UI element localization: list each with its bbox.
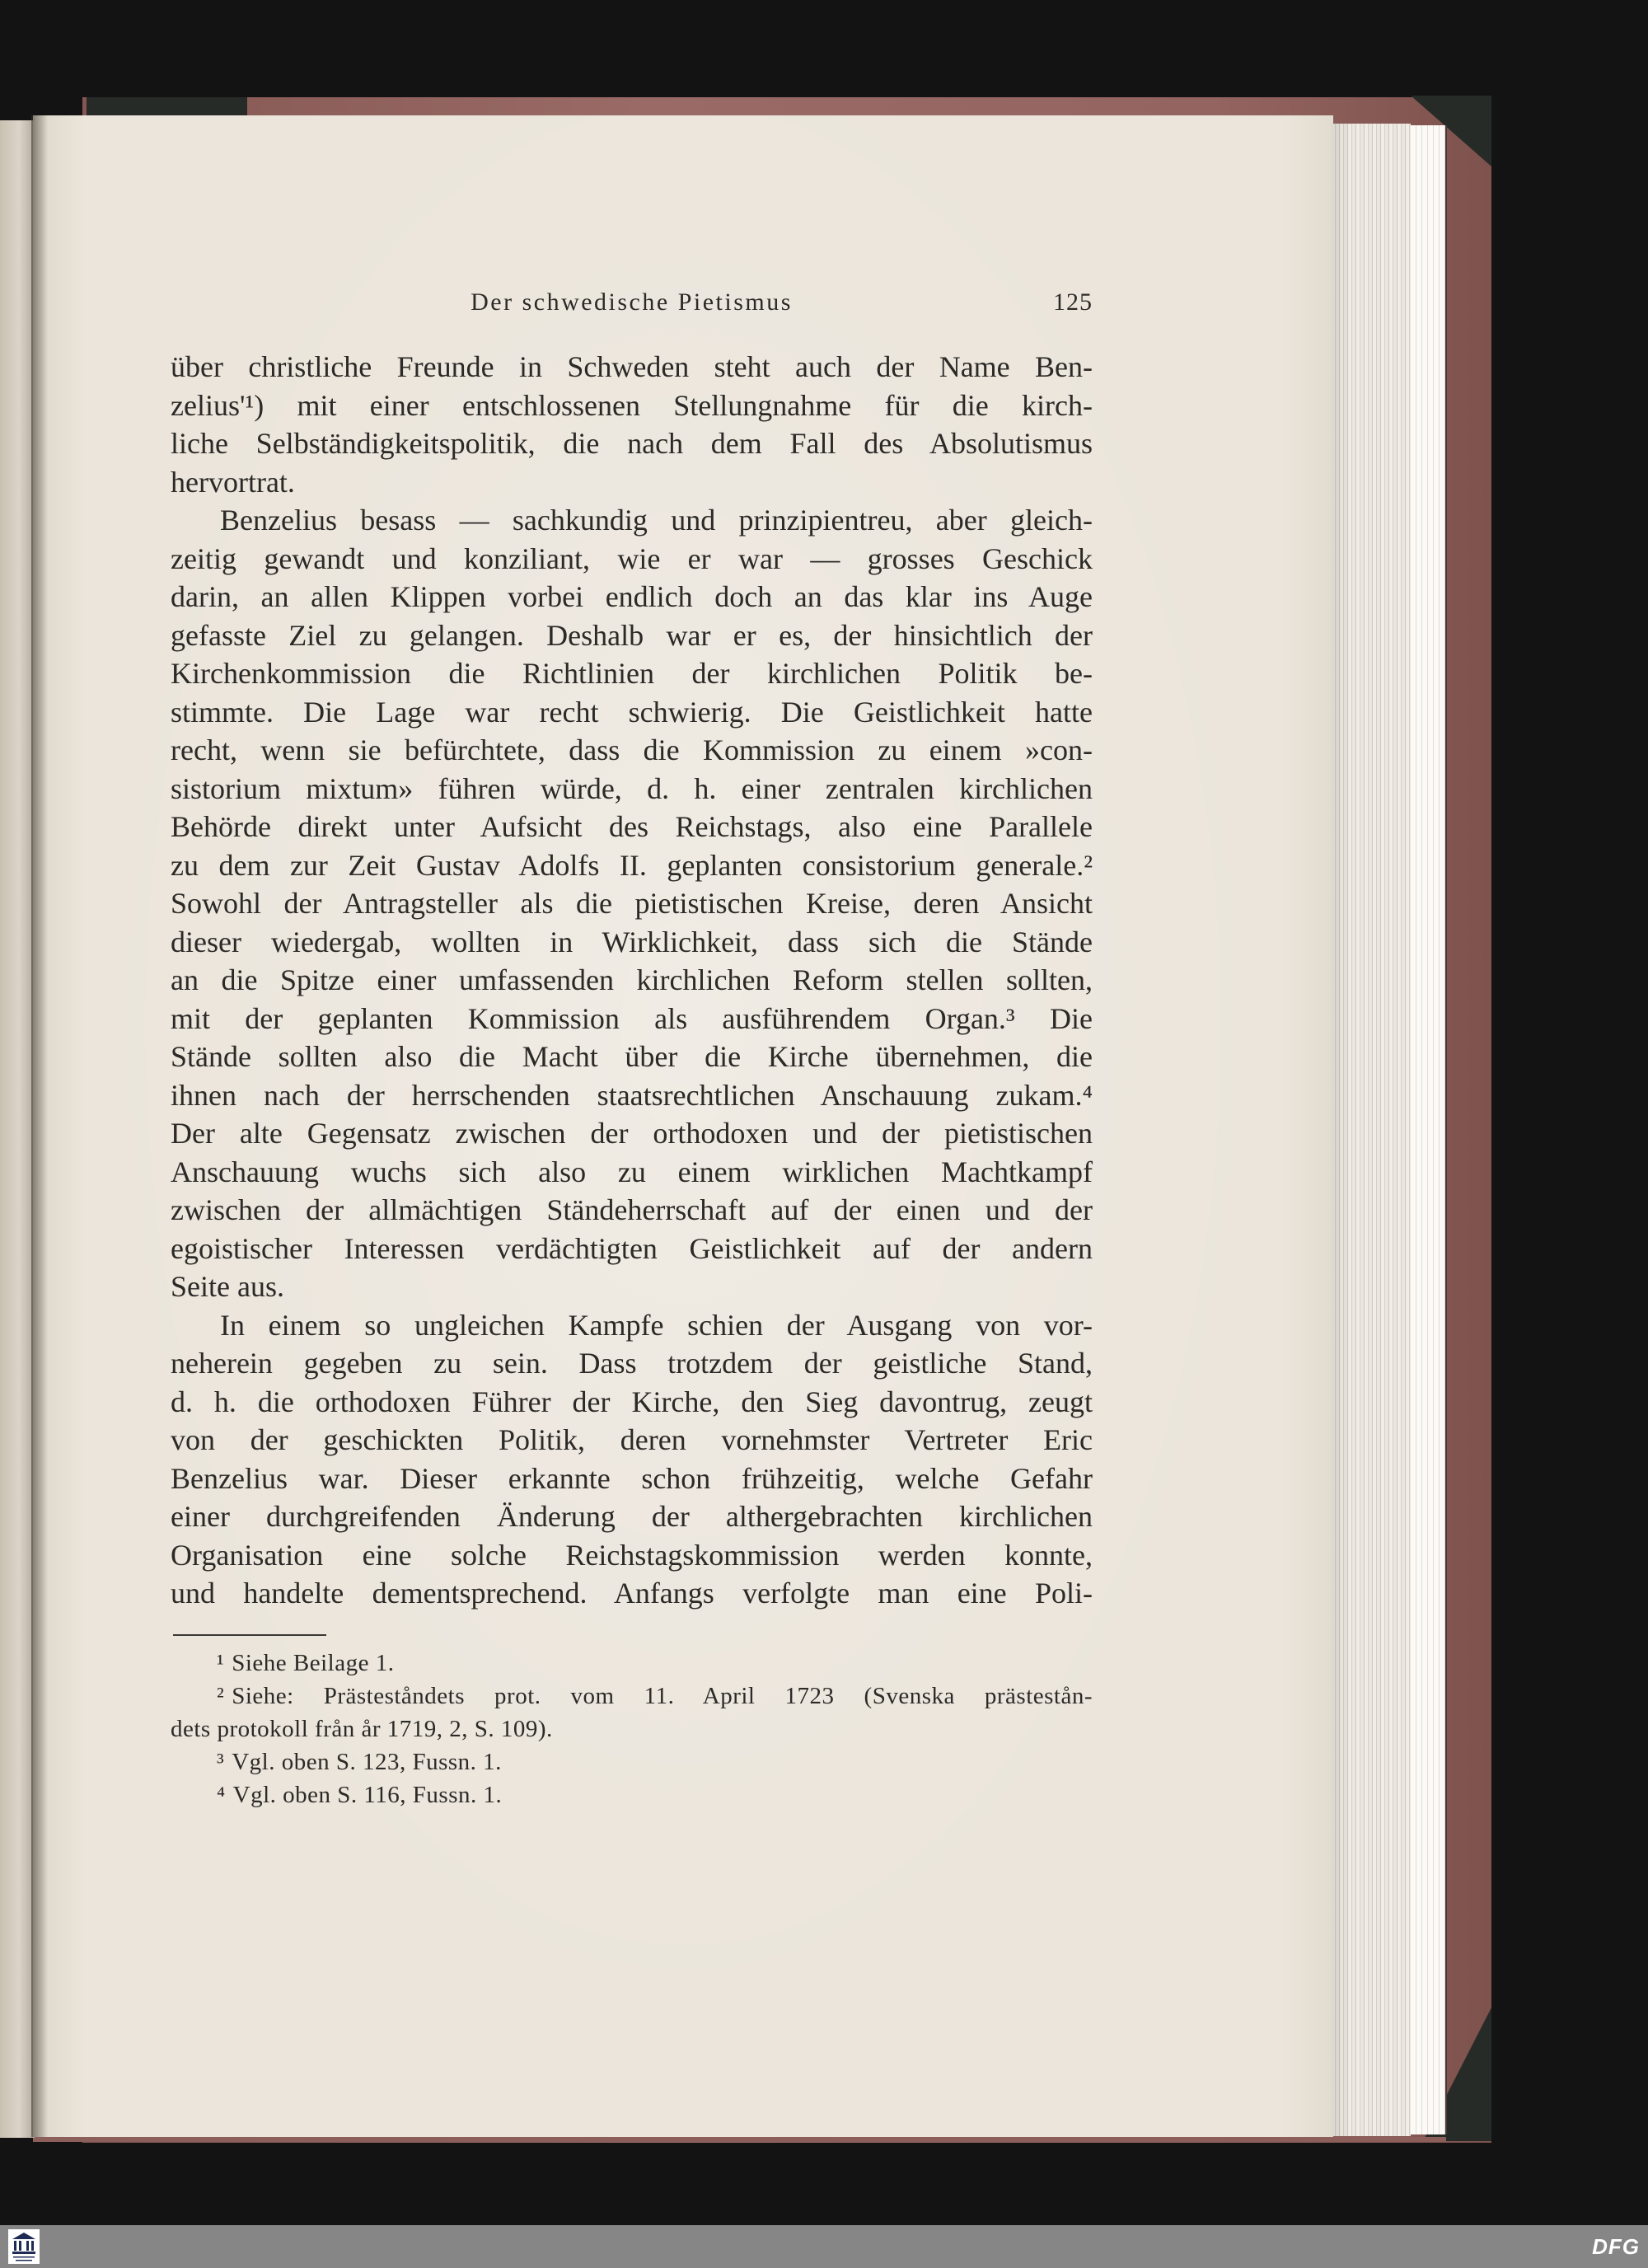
footnotes — [171, 1647, 1093, 1811]
footnote-marker: ¹ — [217, 1650, 225, 1676]
body-line: Der alte Gegensatz zwischen der orthodoxen und der pietistischen — [171, 1117, 1093, 1150]
body-line: Anschauung wuchs sich also zu einem wirklichen Machtkampf — [171, 1155, 1093, 1188]
body-line: d. h. die orthodoxen Führer der Kirche, den Sieg davontrug, zeugt — [171, 1385, 1093, 1418]
body-line: Benzelius war. Dieser erkannte schon frühzeitig, welche Gefahr — [171, 1461, 1093, 1495]
body-line: Stände sollten also die Macht über die Kirche übernehmen, die — [171, 1040, 1093, 1073]
footnote-marker: ⁴ — [217, 1782, 226, 1808]
viewer-footer-bar — [0, 2225, 1648, 2268]
body-line: und handelte dementsprechend. Anfangs verfolgte man eine Poli- — [171, 1577, 1093, 1610]
footnote-text: Vgl. oben S. 116, Fussn. 1. — [232, 1782, 503, 1808]
body-line: gefasste Ziel zu gelangen. Deshalb war er es, der hinsichtlich der — [171, 618, 1093, 652]
body-line: liche Selbständigkeitspolitik, die nach dem Fall des Absolutismus — [171, 427, 1093, 460]
body-line: dieser wiedergab, wollten in Wirklichkeit, dass sich die Stände — [171, 925, 1093, 958]
body-line: recht, wenn sie befürchtete, dass die Kommission zu einem »con- — [171, 733, 1093, 766]
footnote-text: Siehe Beilage 1. — [232, 1650, 395, 1676]
body-line: von der geschickten Politik, deren vornehmster Vertreter Eric — [171, 1423, 1093, 1456]
body-line: Behörde direkt unter Aufsicht des Reichstags, also eine Parallele — [171, 810, 1093, 843]
body-line: egoistischer Interessen verdächtigten Geistlichkeit auf der andern — [171, 1231, 1093, 1265]
body-line: zu dem zur Zeit Gustav Adolfs II. geplanten consistorium generale.² — [171, 848, 1093, 882]
footnote-marker: ² — [217, 1683, 225, 1709]
footnote-text: Vgl. oben S. 123, Fussn. 1. — [232, 1749, 502, 1775]
body-line: einer durchgreifenden Änderung der althergebrachten kirchlichen — [171, 1500, 1093, 1533]
footnote-line — [171, 1746, 1093, 1778]
body-line: über christliche Freunde in Schweden steht auch der Name Ben- — [171, 350, 1093, 383]
body-line: stimmte. Die Lage war recht schwierig. Die Geistlichkeit hatte — [171, 695, 1093, 729]
body-line: zelius'¹) mit einer entschlossenen Stellungnahme für die kirch- — [171, 388, 1093, 422]
body-line: mit der geplanten Kommission als ausführendem Organ.³ Die — [171, 1001, 1093, 1035]
cover-corner-top-left — [87, 97, 247, 117]
dfg-logo: DFG — [1592, 2234, 1640, 2259]
footnote-rule — [173, 1634, 326, 1636]
footnote-text: dets protokoll från år 1719, 2, S. 109). — [171, 1716, 553, 1742]
body-line: Benzelius besass — sachkundig und prinzipientreu, aber gleich- — [220, 504, 1093, 537]
body-text — [171, 348, 1093, 1613]
footnote-line — [171, 1713, 1093, 1746]
body-line: In einem so ungleichen Kampfe schien der Ausgang von vor- — [220, 1308, 1093, 1342]
library-logo-icon — [8, 2229, 40, 2264]
previous-page-edge — [0, 120, 35, 2138]
page-gutter-shadow — [31, 115, 48, 2137]
page-block-edges-outer — [1411, 125, 1445, 2134]
footnote-marker: ³ — [217, 1749, 225, 1775]
footnote-line — [171, 1647, 1093, 1680]
book-page — [33, 115, 1333, 2137]
body-line: hervortrat. — [171, 465, 295, 499]
page-block-edges — [1332, 124, 1411, 2136]
footnote-line — [171, 1680, 1093, 1713]
body-line: Kirchenkommission die Richtlinien der kirchlichen Politik be- — [171, 657, 1093, 690]
footnote-line — [171, 1778, 1093, 1811]
body-line: darin, an allen Klippen vorbei endlich doch an das klar ins Auge — [171, 580, 1093, 613]
body-line: Organisation eine solche Reichstagskommission werden konnte, — [171, 1538, 1093, 1572]
running-head: Der schwedische Pietismus — [471, 288, 793, 316]
body-line: an die Spitze einer umfassenden kirchlichen Reform stellen sollten, — [171, 963, 1093, 996]
page-number: 125 — [1053, 288, 1093, 316]
cover-bottom-edge — [33, 2137, 1446, 2142]
body-line: sistorium mixtum» führen würde, d. h. einer zentralen kirchlichen — [171, 771, 1093, 805]
body-line: zeitig gewandt und konziliant, wie er war — grosses Geschick — [171, 541, 1093, 575]
body-line: Sowohl der Antragsteller als die pietistischen Kreise, deren Ansicht — [171, 887, 1093, 920]
body-line: zwischen der allmächtigen Ständeherrschaft auf der einen und der — [171, 1193, 1093, 1226]
body-line: ihnen nach der herrschenden staatsrechtlichen Anschauung zukam.⁴ — [171, 1078, 1093, 1112]
body-line: neherein gegeben zu sein. Dass trotzdem der geistliche Stand, — [171, 1347, 1093, 1380]
footnote-text: Siehe: Prästeståndets prot. vom 11. April 1723 (Svenska prästestån- — [232, 1683, 1093, 1709]
body-line: Seite aus. — [171, 1270, 284, 1303]
